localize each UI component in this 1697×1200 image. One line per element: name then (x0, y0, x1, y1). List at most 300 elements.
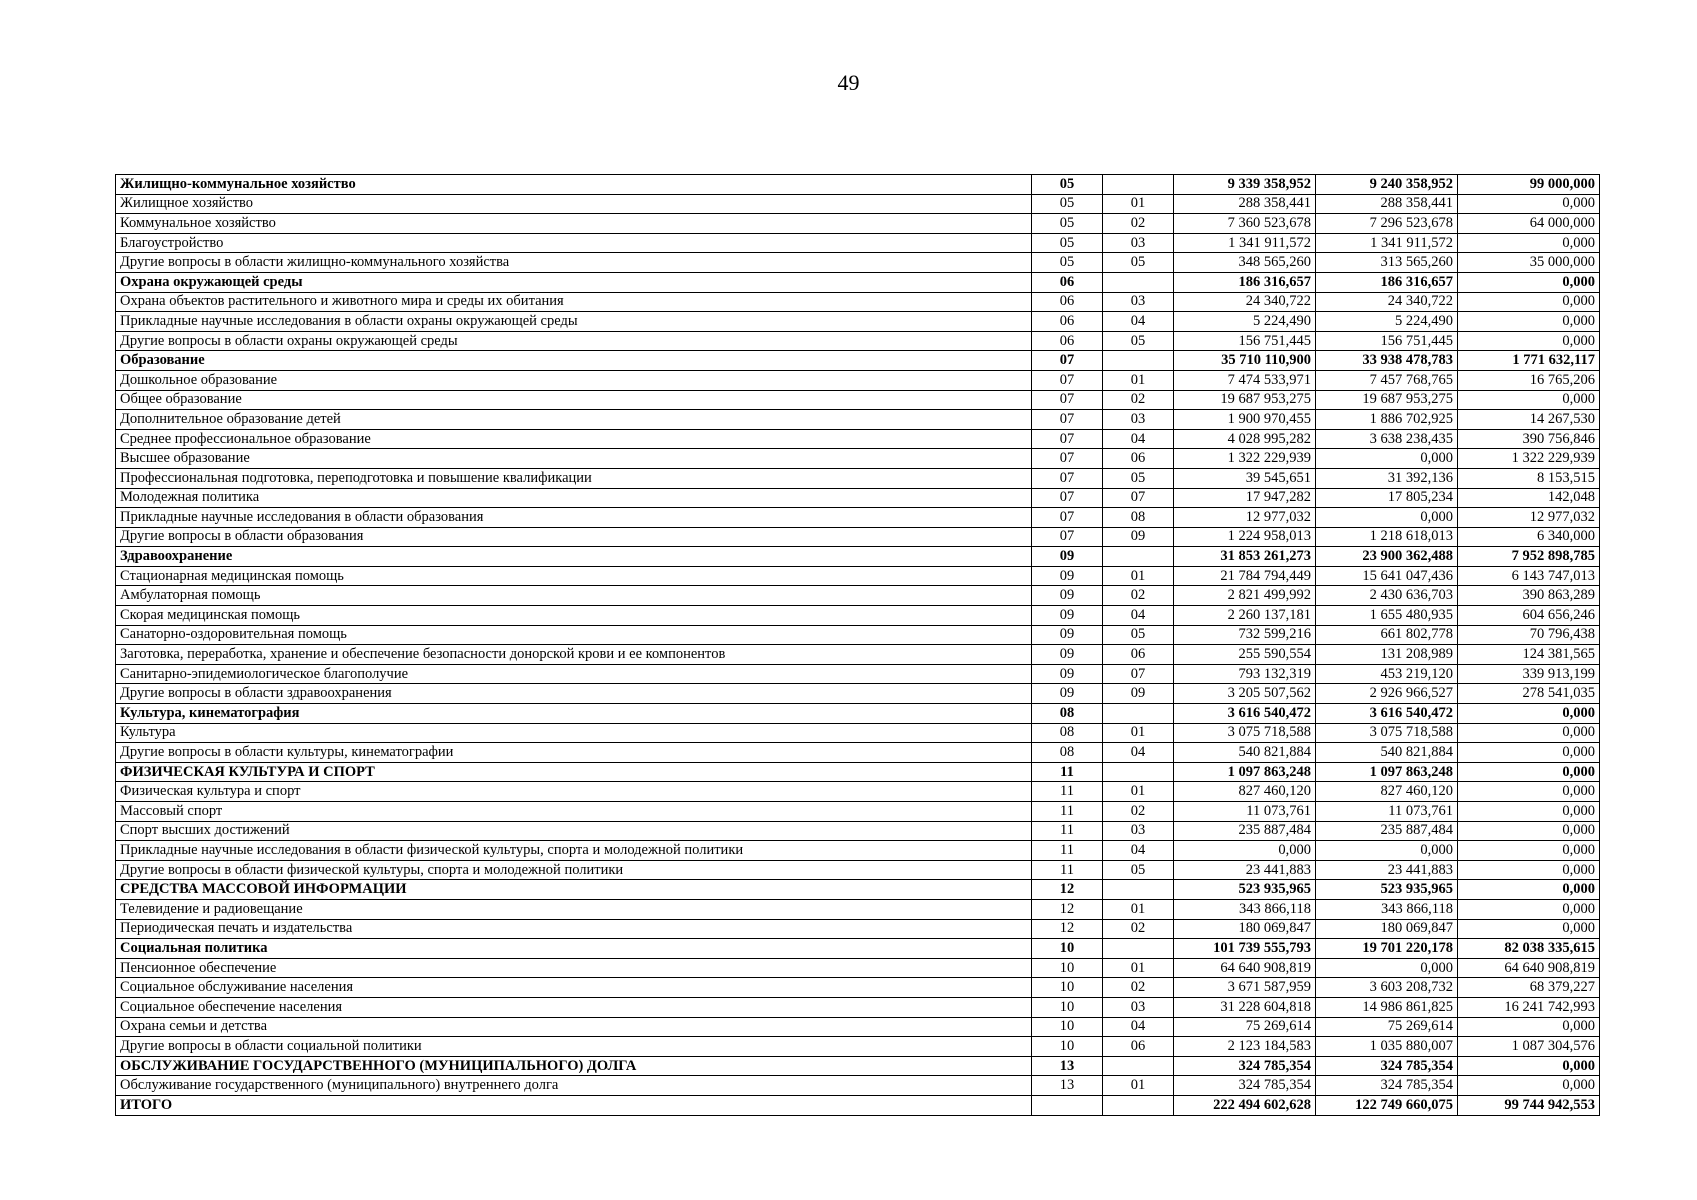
total-amount-cell: 1 224 958,013 (1174, 527, 1316, 547)
table-row (116, 233, 1600, 253)
amount-column-2-cell: 31 392,136 (1316, 468, 1458, 488)
table-section-row (116, 762, 1600, 782)
total-amount-cell: 39 545,651 (1174, 468, 1316, 488)
section-code-cell: 07 (1032, 351, 1103, 371)
section-code-cell: 06 (1032, 272, 1103, 292)
row-name-cell: Периодическая печать и издательства (116, 919, 1032, 939)
table-row (116, 194, 1600, 214)
table-row (116, 429, 1600, 449)
table-row (116, 253, 1600, 273)
row-name-cell: СРЕДСТВА МАССОВОЙ ИНФОРМАЦИИ (116, 880, 1032, 900)
amount-column-3-cell: 0,000 (1458, 1017, 1600, 1037)
row-name-cell: Высшее образование (116, 449, 1032, 469)
table-row (116, 625, 1600, 645)
amount-column-2-cell: 180 069,847 (1316, 919, 1458, 939)
amount-column-2-cell: 19 701 220,178 (1316, 939, 1458, 959)
total-amount-cell: 7 474 533,971 (1174, 370, 1316, 390)
subsection-code-cell (1103, 1095, 1174, 1115)
row-name-cell: Пенсионное обеспечение (116, 958, 1032, 978)
row-name-cell: ОБСЛУЖИВАНИЕ ГОСУДАРСТВЕННОГО (МУНИЦИПАЛЬНОГО) ДОЛГА (116, 1056, 1032, 1076)
total-amount-cell: 540 821,884 (1174, 743, 1316, 763)
row-name-cell: Санитарно-эпидемиологическое благополучие (116, 664, 1032, 684)
section-code-cell: 05 (1032, 194, 1103, 214)
amount-column-2-cell: 288 358,441 (1316, 194, 1458, 214)
amount-column-2-cell: 131 208,989 (1316, 645, 1458, 665)
table-row (116, 586, 1600, 606)
table-section-row (116, 1056, 1600, 1076)
table-row (116, 410, 1600, 430)
subsection-code-cell: 02 (1103, 214, 1174, 234)
amount-column-2-cell: 324 785,354 (1316, 1076, 1458, 1096)
section-code-cell: 11 (1032, 821, 1103, 841)
amount-column-2-cell: 0,000 (1316, 958, 1458, 978)
row-name-cell: Культура, кинематография (116, 704, 1032, 724)
section-code-cell: 09 (1032, 625, 1103, 645)
amount-column-3-cell: 6 340,000 (1458, 527, 1600, 547)
section-code-cell: 10 (1032, 997, 1103, 1017)
total-amount-cell: 732 599,216 (1174, 625, 1316, 645)
subsection-code-cell (1103, 762, 1174, 782)
subsection-code-cell: 04 (1103, 1017, 1174, 1037)
table-row (116, 821, 1600, 841)
amount-column-2-cell: 23 900 362,488 (1316, 547, 1458, 567)
section-code-cell: 10 (1032, 958, 1103, 978)
amount-column-3-cell: 0,000 (1458, 762, 1600, 782)
amount-column-3-cell: 390 756,846 (1458, 429, 1600, 449)
total-amount-cell: 288 358,441 (1174, 194, 1316, 214)
section-code-cell (1032, 1095, 1103, 1115)
total-amount-cell: 24 340,722 (1174, 292, 1316, 312)
section-code-cell: 06 (1032, 331, 1103, 351)
row-name-cell: Профессиональная подготовка, переподготовка и повышение квалификации (116, 468, 1032, 488)
subsection-code-cell: 03 (1103, 410, 1174, 430)
subsection-code-cell: 08 (1103, 508, 1174, 528)
subsection-code-cell: 07 (1103, 488, 1174, 508)
table-row (116, 664, 1600, 684)
section-code-cell: 09 (1032, 566, 1103, 586)
section-code-cell: 05 (1032, 214, 1103, 234)
total-amount-cell: 9 339 358,952 (1174, 175, 1316, 195)
row-name-cell: Прикладные научные исследования в области охраны окружающей среды (116, 312, 1032, 332)
row-name-cell: Амбулаторная помощь (116, 586, 1032, 606)
subsection-code-cell: 05 (1103, 331, 1174, 351)
section-code-cell: 05 (1032, 233, 1103, 253)
table-section-row (116, 880, 1600, 900)
amount-column-3-cell: 8 153,515 (1458, 468, 1600, 488)
table-section-row (116, 272, 1600, 292)
amount-column-3-cell: 0,000 (1458, 723, 1600, 743)
subsection-code-cell: 09 (1103, 684, 1174, 704)
table-row (116, 1076, 1600, 1096)
total-amount-cell: 11 073,761 (1174, 802, 1316, 822)
table-row (116, 1017, 1600, 1037)
amount-column-3-cell: 0,000 (1458, 880, 1600, 900)
subsection-code-cell: 02 (1103, 802, 1174, 822)
subsection-code-cell: 01 (1103, 370, 1174, 390)
amount-column-3-cell: 12 977,032 (1458, 508, 1600, 528)
total-amount-cell: 348 565,260 (1174, 253, 1316, 273)
table-row (116, 292, 1600, 312)
amount-column-3-cell: 0,000 (1458, 802, 1600, 822)
amount-column-3-cell: 339 913,199 (1458, 664, 1600, 684)
table-row (116, 1037, 1600, 1057)
section-code-cell: 07 (1032, 410, 1103, 430)
amount-column-3-cell: 7 952 898,785 (1458, 547, 1600, 567)
total-amount-cell: 75 269,614 (1174, 1017, 1316, 1037)
amount-column-3-cell: 0,000 (1458, 331, 1600, 351)
amount-column-2-cell: 14 986 861,825 (1316, 997, 1458, 1017)
section-code-cell: 10 (1032, 1017, 1103, 1037)
table-row (116, 743, 1600, 763)
amount-column-2-cell: 324 785,354 (1316, 1056, 1458, 1076)
table-row (116, 723, 1600, 743)
total-amount-cell: 0,000 (1174, 841, 1316, 861)
section-code-cell: 06 (1032, 312, 1103, 332)
section-code-cell: 10 (1032, 939, 1103, 959)
subsection-code-cell: 05 (1103, 253, 1174, 273)
subsection-code-cell: 05 (1103, 468, 1174, 488)
amount-column-3-cell: 99 744 942,553 (1458, 1095, 1600, 1115)
total-amount-cell: 17 947,282 (1174, 488, 1316, 508)
amount-column-2-cell: 2 926 966,527 (1316, 684, 1458, 704)
subsection-code-cell: 02 (1103, 978, 1174, 998)
row-name-cell: Другие вопросы в области физической культуры, спорта и молодежной политики (116, 860, 1032, 880)
section-code-cell: 09 (1032, 664, 1103, 684)
amount-column-3-cell: 0,000 (1458, 860, 1600, 880)
subsection-code-cell: 02 (1103, 586, 1174, 606)
table-row (116, 370, 1600, 390)
subsection-code-cell: 04 (1103, 743, 1174, 763)
row-name-cell: Дополнительное образование детей (116, 410, 1032, 430)
section-code-cell: 09 (1032, 547, 1103, 567)
row-name-cell: Стационарная медицинская помощь (116, 566, 1032, 586)
amount-column-3-cell: 278 541,035 (1458, 684, 1600, 704)
subsection-code-cell: 01 (1103, 194, 1174, 214)
amount-column-3-cell: 0,000 (1458, 272, 1600, 292)
amount-column-2-cell: 24 340,722 (1316, 292, 1458, 312)
subsection-code-cell: 01 (1103, 723, 1174, 743)
table-row (116, 899, 1600, 919)
budget-table-body (116, 175, 1600, 1116)
section-code-cell: 08 (1032, 723, 1103, 743)
row-name-cell: Благоустройство (116, 233, 1032, 253)
table-row (116, 312, 1600, 332)
row-name-cell: Массовый спорт (116, 802, 1032, 822)
amount-column-3-cell: 64 000,000 (1458, 214, 1600, 234)
amount-column-3-cell: 0,000 (1458, 292, 1600, 312)
amount-column-2-cell: 1 035 880,007 (1316, 1037, 1458, 1057)
row-name-cell: Санаторно-оздоровительная помощь (116, 625, 1032, 645)
amount-column-2-cell: 19 687 953,275 (1316, 390, 1458, 410)
table-section-row (116, 547, 1600, 567)
total-amount-cell: 523 935,965 (1174, 880, 1316, 900)
total-amount-cell: 3 671 587,959 (1174, 978, 1316, 998)
row-name-cell: Социальная политика (116, 939, 1032, 959)
amount-column-3-cell: 0,000 (1458, 841, 1600, 861)
total-amount-cell: 31 853 261,273 (1174, 547, 1316, 567)
subsection-code-cell: 04 (1103, 841, 1174, 861)
amount-column-3-cell: 142,048 (1458, 488, 1600, 508)
amount-column-3-cell: 0,000 (1458, 1076, 1600, 1096)
total-amount-cell: 5 224,490 (1174, 312, 1316, 332)
total-amount-cell: 23 441,883 (1174, 860, 1316, 880)
table-section-row (116, 939, 1600, 959)
row-name-cell: Среднее профессиональное образование (116, 429, 1032, 449)
section-code-cell: 07 (1032, 527, 1103, 547)
total-amount-cell: 324 785,354 (1174, 1056, 1316, 1076)
table-row (116, 997, 1600, 1017)
amount-column-2-cell: 5 224,490 (1316, 312, 1458, 332)
amount-column-2-cell: 3 603 208,732 (1316, 978, 1458, 998)
page-number: 49 (837, 70, 860, 95)
subsection-code-cell (1103, 272, 1174, 292)
amount-column-2-cell: 540 821,884 (1316, 743, 1458, 763)
subsection-code-cell: 01 (1103, 958, 1174, 978)
total-amount-cell: 156 751,445 (1174, 331, 1316, 351)
total-amount-cell: 3 205 507,562 (1174, 684, 1316, 704)
amount-column-2-cell: 235 887,484 (1316, 821, 1458, 841)
amount-column-3-cell: 0,000 (1458, 233, 1600, 253)
subsection-code-cell: 04 (1103, 312, 1174, 332)
table-row (116, 449, 1600, 469)
table-section-row (116, 175, 1600, 195)
total-amount-cell: 793 132,319 (1174, 664, 1316, 684)
section-code-cell: 07 (1032, 508, 1103, 528)
table-row (116, 488, 1600, 508)
amount-column-2-cell: 0,000 (1316, 449, 1458, 469)
subsection-code-cell: 03 (1103, 292, 1174, 312)
amount-column-3-cell: 14 267,530 (1458, 410, 1600, 430)
row-name-cell: Охрана семьи и детства (116, 1017, 1032, 1037)
total-amount-cell: 180 069,847 (1174, 919, 1316, 939)
total-amount-cell: 2 260 137,181 (1174, 606, 1316, 626)
subsection-code-cell: 04 (1103, 429, 1174, 449)
table-row (116, 841, 1600, 861)
row-name-cell: Молодежная политика (116, 488, 1032, 508)
amount-column-2-cell: 23 441,883 (1316, 860, 1458, 880)
row-name-cell: Социальное обслуживание населения (116, 978, 1032, 998)
amount-column-3-cell: 0,000 (1458, 390, 1600, 410)
amount-column-2-cell: 15 641 047,436 (1316, 566, 1458, 586)
subsection-code-cell (1103, 351, 1174, 371)
section-code-cell: 07 (1032, 429, 1103, 449)
section-code-cell: 09 (1032, 645, 1103, 665)
total-amount-cell: 35 710 110,900 (1174, 351, 1316, 371)
total-amount-cell: 19 687 953,275 (1174, 390, 1316, 410)
row-name-cell: Скорая медицинская помощь (116, 606, 1032, 626)
amount-column-2-cell: 661 802,778 (1316, 625, 1458, 645)
total-amount-cell: 1 322 229,939 (1174, 449, 1316, 469)
total-amount-cell: 324 785,354 (1174, 1076, 1316, 1096)
amount-column-2-cell: 33 938 478,783 (1316, 351, 1458, 371)
amount-column-2-cell: 2 430 636,703 (1316, 586, 1458, 606)
section-code-cell: 12 (1032, 899, 1103, 919)
table-row (116, 527, 1600, 547)
row-name-cell: Обслуживание государственного (муниципального) внутреннего долга (116, 1076, 1032, 1096)
section-code-cell: 11 (1032, 782, 1103, 802)
row-name-cell: Дошкольное образование (116, 370, 1032, 390)
row-name-cell: Другие вопросы в области охраны окружающей среды (116, 331, 1032, 351)
row-name-cell: Общее образование (116, 390, 1032, 410)
total-amount-cell: 3 616 540,472 (1174, 704, 1316, 724)
row-name-cell: Другие вопросы в области образования (116, 527, 1032, 547)
section-code-cell: 13 (1032, 1056, 1103, 1076)
amount-column-3-cell: 70 796,438 (1458, 625, 1600, 645)
amount-column-3-cell: 124 381,565 (1458, 645, 1600, 665)
section-code-cell: 09 (1032, 586, 1103, 606)
amount-column-3-cell: 0,000 (1458, 821, 1600, 841)
row-name-cell: Другие вопросы в области здравоохранения (116, 684, 1032, 704)
section-code-cell: 13 (1032, 1076, 1103, 1096)
section-code-cell: 10 (1032, 978, 1103, 998)
amount-column-3-cell: 64 640 908,819 (1458, 958, 1600, 978)
section-code-cell: 12 (1032, 880, 1103, 900)
row-name-cell: Прикладные научные исследования в области физической культуры, спорта и молодежной политики (116, 841, 1032, 861)
amount-column-2-cell: 75 269,614 (1316, 1017, 1458, 1037)
row-name-cell: Физическая культура и спорт (116, 782, 1032, 802)
total-amount-cell: 255 590,554 (1174, 645, 1316, 665)
section-code-cell: 07 (1032, 488, 1103, 508)
table-row (116, 782, 1600, 802)
table-row (116, 331, 1600, 351)
subsection-code-cell: 07 (1103, 664, 1174, 684)
subsection-code-cell: 06 (1103, 645, 1174, 665)
row-name-cell: Другие вопросы в области культуры, кинематографии (116, 743, 1032, 763)
table-section-row (116, 351, 1600, 371)
amount-column-3-cell: 0,000 (1458, 743, 1600, 763)
row-name-cell: Культура (116, 723, 1032, 743)
row-name-cell: Жилищно-коммунальное хозяйство (116, 175, 1032, 195)
amount-column-3-cell: 0,000 (1458, 194, 1600, 214)
amount-column-3-cell: 0,000 (1458, 312, 1600, 332)
section-code-cell: 05 (1032, 253, 1103, 273)
amount-column-3-cell: 35 000,000 (1458, 253, 1600, 273)
amount-column-2-cell: 453 219,120 (1316, 664, 1458, 684)
table-section-row (116, 1095, 1600, 1115)
row-name-cell: Заготовка, переработка, хранение и обеспечение безопасности донорской крови и ее компонентов (116, 645, 1032, 665)
table-row (116, 390, 1600, 410)
table-row (116, 508, 1600, 528)
subsection-code-cell: 01 (1103, 1076, 1174, 1096)
subsection-code-cell: 03 (1103, 997, 1174, 1017)
table-row (116, 214, 1600, 234)
amount-column-3-cell: 0,000 (1458, 1056, 1600, 1076)
subsection-code-cell: 03 (1103, 821, 1174, 841)
amount-column-3-cell: 1 771 632,117 (1458, 351, 1600, 371)
table-section-row (116, 704, 1600, 724)
subsection-code-cell (1103, 939, 1174, 959)
total-amount-cell: 3 075 718,588 (1174, 723, 1316, 743)
table-row (116, 978, 1600, 998)
table-row (116, 919, 1600, 939)
total-amount-cell: 31 228 604,818 (1174, 997, 1316, 1017)
table-row (116, 802, 1600, 822)
section-code-cell: 11 (1032, 762, 1103, 782)
total-amount-cell: 186 316,657 (1174, 272, 1316, 292)
amount-column-3-cell: 1 322 229,939 (1458, 449, 1600, 469)
row-name-cell: Охрана объектов растительного и животного мира и среды их обитания (116, 292, 1032, 312)
amount-column-2-cell: 1 341 911,572 (1316, 233, 1458, 253)
total-amount-cell: 12 977,032 (1174, 508, 1316, 528)
section-code-cell: 07 (1032, 370, 1103, 390)
table-row (116, 958, 1600, 978)
table-row (116, 860, 1600, 880)
amount-column-2-cell: 7 457 768,765 (1316, 370, 1458, 390)
amount-column-2-cell: 3 638 238,435 (1316, 429, 1458, 449)
subsection-code-cell: 05 (1103, 625, 1174, 645)
amount-column-2-cell: 827 460,120 (1316, 782, 1458, 802)
amount-column-2-cell: 156 751,445 (1316, 331, 1458, 351)
subsection-code-cell (1103, 547, 1174, 567)
total-amount-cell: 21 784 794,449 (1174, 566, 1316, 586)
total-amount-cell: 1 900 970,455 (1174, 410, 1316, 430)
subsection-code-cell: 04 (1103, 606, 1174, 626)
amount-column-2-cell: 122 749 660,075 (1316, 1095, 1458, 1115)
subsection-code-cell: 03 (1103, 233, 1174, 253)
row-name-cell: Охрана окружающей среды (116, 272, 1032, 292)
subsection-code-cell (1103, 1056, 1174, 1076)
amount-column-3-cell: 99 000,000 (1458, 175, 1600, 195)
section-code-cell: 09 (1032, 606, 1103, 626)
subsection-code-cell: 02 (1103, 919, 1174, 939)
amount-column-2-cell: 313 565,260 (1316, 253, 1458, 273)
row-name-cell: ФИЗИЧЕСКАЯ КУЛЬТУРА И СПОРТ (116, 762, 1032, 782)
row-name-cell: Здравоохранение (116, 547, 1032, 567)
table-row (116, 468, 1600, 488)
amount-column-2-cell: 523 935,965 (1316, 880, 1458, 900)
section-code-cell: 11 (1032, 841, 1103, 861)
total-amount-cell: 343 866,118 (1174, 899, 1316, 919)
amount-column-3-cell: 16 241 742,993 (1458, 997, 1600, 1017)
row-name-cell: Социальное обеспечение населения (116, 997, 1032, 1017)
subsection-code-cell (1103, 880, 1174, 900)
amount-column-2-cell: 186 316,657 (1316, 272, 1458, 292)
section-code-cell: 07 (1032, 449, 1103, 469)
row-name-cell: Жилищное хозяйство (116, 194, 1032, 214)
amount-column-3-cell: 16 765,206 (1458, 370, 1600, 390)
table-row (116, 684, 1600, 704)
amount-column-3-cell: 0,000 (1458, 919, 1600, 939)
amount-column-3-cell: 82 038 335,615 (1458, 939, 1600, 959)
amount-column-3-cell: 0,000 (1458, 899, 1600, 919)
section-code-cell: 11 (1032, 860, 1103, 880)
amount-column-3-cell: 6 143 747,013 (1458, 566, 1600, 586)
total-amount-cell: 1 341 911,572 (1174, 233, 1316, 253)
row-name-cell: Другие вопросы в области социальной политики (116, 1037, 1032, 1057)
amount-column-2-cell: 1 097 863,248 (1316, 762, 1458, 782)
amount-column-2-cell: 1 886 702,925 (1316, 410, 1458, 430)
row-name-cell: ИТОГО (116, 1095, 1032, 1115)
section-code-cell: 05 (1032, 175, 1103, 195)
section-code-cell: 06 (1032, 292, 1103, 312)
section-code-cell: 10 (1032, 1037, 1103, 1057)
amount-column-2-cell: 9 240 358,952 (1316, 175, 1458, 195)
amount-column-3-cell: 390 863,289 (1458, 586, 1600, 606)
subsection-code-cell: 06 (1103, 449, 1174, 469)
total-amount-cell: 7 360 523,678 (1174, 214, 1316, 234)
subsection-code-cell: 01 (1103, 566, 1174, 586)
row-name-cell: Коммунальное хозяйство (116, 214, 1032, 234)
amount-column-2-cell: 0,000 (1316, 841, 1458, 861)
subsection-code-cell: 02 (1103, 390, 1174, 410)
row-name-cell: Другие вопросы в области жилищно-коммунального хозяйства (116, 253, 1032, 273)
amount-column-2-cell: 343 866,118 (1316, 899, 1458, 919)
amount-column-2-cell: 3 616 540,472 (1316, 704, 1458, 724)
total-amount-cell: 101 739 555,793 (1174, 939, 1316, 959)
amount-column-3-cell: 0,000 (1458, 704, 1600, 724)
table-row (116, 645, 1600, 665)
total-amount-cell: 4 028 995,282 (1174, 429, 1316, 449)
